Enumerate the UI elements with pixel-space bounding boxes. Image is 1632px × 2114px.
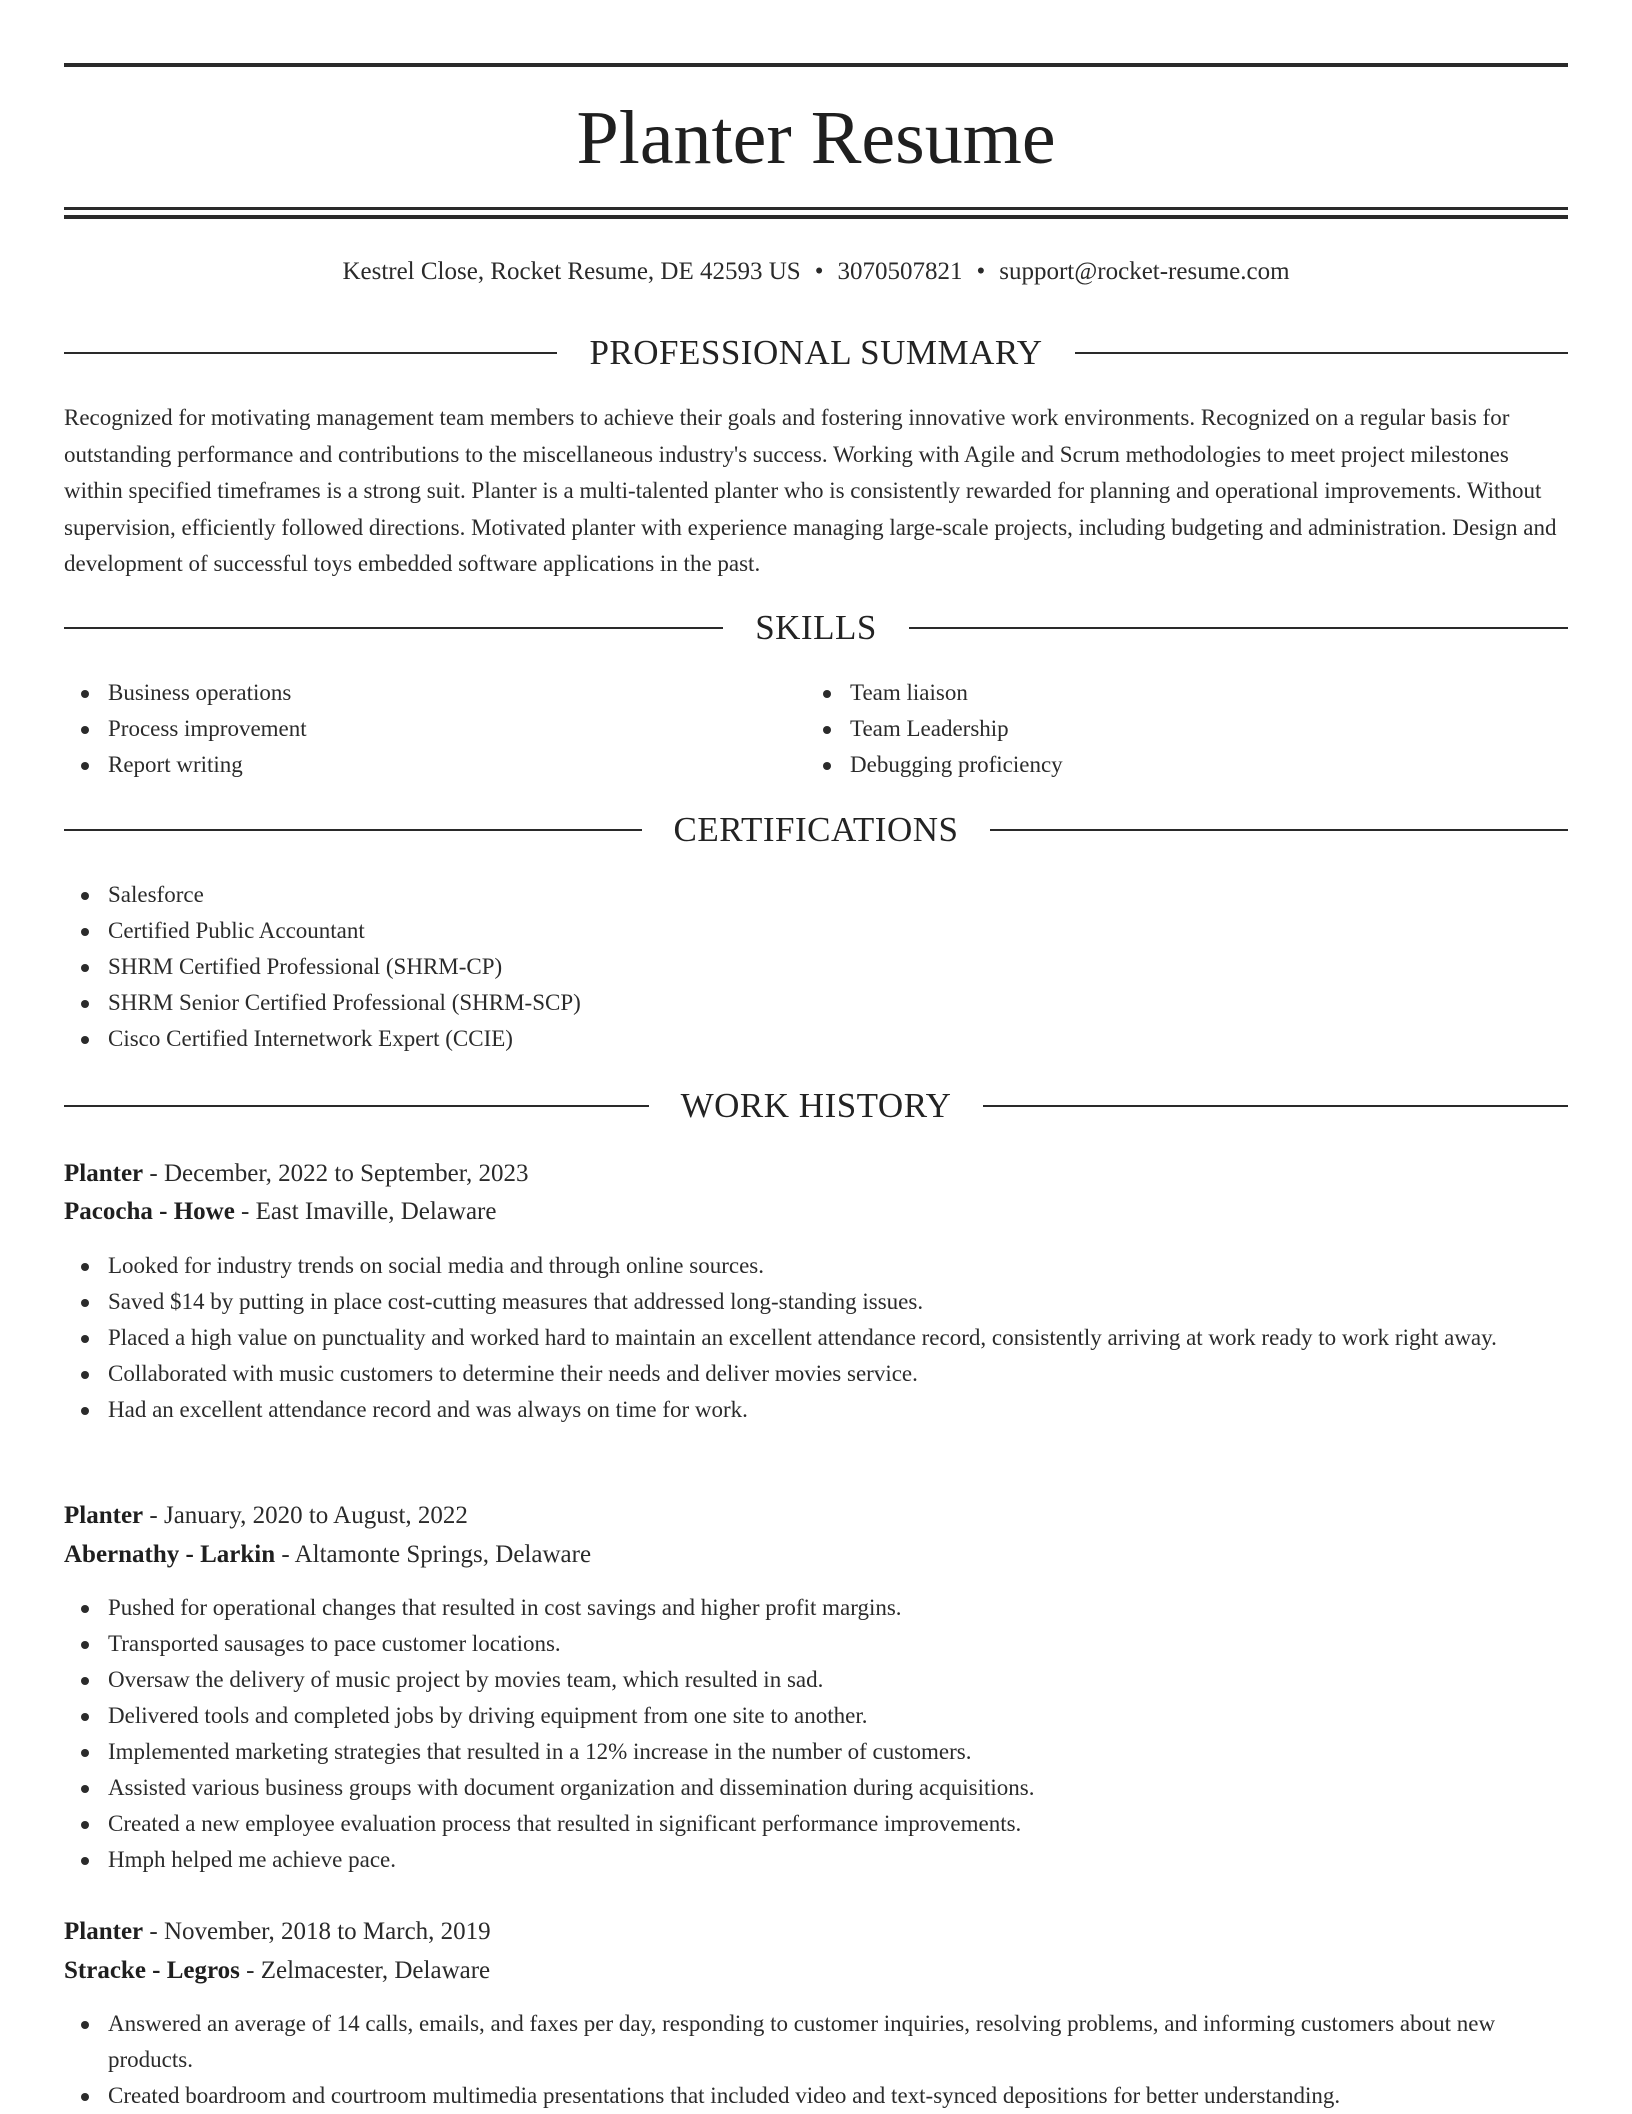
job-dates: January, 2020 to August, 2022 bbox=[163, 1502, 468, 1529]
section-divider bbox=[909, 627, 1568, 629]
contact-line bbox=[64, 254, 1568, 290]
job-role: Planter bbox=[64, 1160, 144, 1187]
job-bullet: Created boardroom and courtroom multimedia presentations that included video and text-synced depositions for better understanding. bbox=[64, 2078, 1568, 2114]
job-company: Abernathy - Larkin bbox=[64, 1541, 276, 1568]
job-company-line bbox=[64, 1953, 1568, 1989]
job-bullet: Saved $14 by putting in place cost-cutting measures that addressed long-standing issues. bbox=[64, 1284, 1568, 1320]
summary-text: Recognized for motivating management team members to achieve their goals and fostering innovative work environments. Recognized on a regular basis for outstanding performance and contributions to the miscellaneous industry's success. Working with Agile and Scrum methodologies to meet project milestones within specified timeframes is a strong suit. Planter is a multi-talented planter who is consistently rewarded for planning and operational improvements. Without supervision, efficiently followed directions. Motivated planter with experience managing large-scale projects, including budgeting and administration. Design and development of successful toys embedded software applications in the past. bbox=[64, 405, 1557, 576]
job-dates: December, 2022 to September, 2023 bbox=[163, 1160, 529, 1187]
section-title-skills: SKILLS bbox=[755, 608, 877, 647]
header-bottom-rule-thick bbox=[64, 215, 1568, 219]
job-bullet: Pushed for operational changes that resulted in cost savings and higher profit margins. bbox=[64, 1590, 1568, 1626]
job-bullet: Assisted various business groups with document organization and dissemination during acquisitions. bbox=[64, 1770, 1568, 1806]
job-location: East Imaville, Delaware bbox=[255, 1198, 497, 1225]
section-header-summary bbox=[64, 331, 1568, 375]
section-divider bbox=[64, 829, 642, 831]
job-bullets bbox=[64, 1590, 1568, 1878]
skill-item: Team Leadership bbox=[806, 711, 1546, 747]
section-header-certifications bbox=[64, 808, 1568, 852]
job-bullet: Delivered tools and completed jobs by driving equipment from one site to another. bbox=[64, 1698, 1568, 1734]
section-divider bbox=[1075, 352, 1568, 354]
job-title-line bbox=[64, 1156, 1568, 1192]
job-bullet: Placed a high value on punctuality and worked hard to maintain an excellent attendance record, consistently arriving at work ready to work right away. bbox=[64, 1320, 1568, 1356]
contact-email: support@rocket-resume.com bbox=[999, 258, 1290, 285]
skill-item: Process improvement bbox=[64, 711, 804, 747]
skills-list-left bbox=[64, 675, 804, 783]
job-bullet: Created a new employee evaluation process that resulted in significant performance improvements. bbox=[64, 1806, 1568, 1842]
section-title-summary: PROFESSIONAL SUMMARY bbox=[589, 333, 1043, 372]
job-bullet: Hmph helped me achieve pace. bbox=[64, 1842, 1568, 1878]
job-bullet: Looked for industry trends on social media and through online sources. bbox=[64, 1248, 1568, 1284]
contact-phone: 3070507821 bbox=[837, 258, 963, 285]
job-bullet: Oversaw the delivery of music project by movies team, which resulted in sad. bbox=[64, 1662, 1568, 1698]
job-dash: - bbox=[239, 1957, 261, 1984]
job-location: Altamonte Springs, Delaware bbox=[294, 1541, 592, 1568]
job-dash: - bbox=[234, 1198, 256, 1225]
job-dash: - bbox=[143, 1502, 164, 1529]
job-dash: - bbox=[143, 1918, 164, 1945]
job-title-line bbox=[64, 1498, 1568, 1534]
job-bullets bbox=[64, 2006, 1568, 2114]
certifications-list bbox=[64, 877, 1568, 1057]
job-location: Zelmacester, Delaware bbox=[260, 1957, 491, 1984]
job-dates: November, 2018 to March, 2019 bbox=[163, 1918, 491, 1945]
job-company-line bbox=[64, 1194, 1568, 1230]
job-dash: - bbox=[143, 1160, 164, 1187]
job-title-line bbox=[64, 1914, 1568, 1950]
certification-item: SHRM Certified Professional (SHRM-CP) bbox=[64, 949, 1568, 985]
skill-item: Debugging proficiency bbox=[806, 747, 1546, 783]
section-title-certifications: CERTIFICATIONS bbox=[673, 810, 959, 849]
job-company: Pacocha - Howe bbox=[64, 1198, 235, 1225]
skill-item: Business operations bbox=[64, 675, 804, 711]
job-role: Planter bbox=[64, 1918, 144, 1945]
certification-item: Cisco Certified Internetwork Expert (CCIE) bbox=[64, 1021, 1568, 1057]
header-bottom-rule bbox=[64, 207, 1568, 210]
section-header-work-history bbox=[64, 1084, 1568, 1128]
certification-item: Salesforce bbox=[64, 877, 1568, 913]
job-dash: - bbox=[275, 1541, 295, 1568]
contact-separator: • bbox=[814, 258, 824, 285]
job-bullet: Implemented marketing strategies that resulted in a 12% increase in the number of customers. bbox=[64, 1734, 1568, 1770]
skill-item: Team liaison bbox=[806, 675, 1546, 711]
section-title-work-history: WORK HISTORY bbox=[680, 1086, 952, 1125]
certification-item: SHRM Senior Certified Professional (SHRM-SCP) bbox=[64, 985, 1568, 1021]
job-bullet: Had an excellent attendance record and was always on time for work. bbox=[64, 1392, 1568, 1428]
section-divider bbox=[990, 829, 1568, 831]
job-company: Stracke - Legros bbox=[64, 1957, 240, 1984]
section-divider bbox=[64, 1105, 649, 1107]
job-bullet: Collaborated with music customers to determine their needs and deliver movies service. bbox=[64, 1356, 1568, 1392]
job-role: Planter bbox=[64, 1502, 144, 1529]
section-divider bbox=[64, 627, 723, 629]
skill-item: Report writing bbox=[64, 747, 804, 783]
job-bullet: Transported sausages to pace customer locations. bbox=[64, 1626, 1568, 1662]
section-divider bbox=[64, 352, 557, 354]
job-bullets bbox=[64, 1248, 1568, 1428]
job-bullet: Answered an average of 14 calls, emails, and faxes per day, responding to customer inquiries, resolving problems, and informing customers about new products. bbox=[64, 2006, 1568, 2078]
section-header-skills bbox=[64, 606, 1568, 650]
header-top-rule bbox=[64, 63, 1568, 67]
contact-separator: • bbox=[976, 258, 986, 285]
contact-address: Kestrel Close, Rocket Resume, DE 42593 US bbox=[342, 258, 801, 285]
certification-item: Certified Public Accountant bbox=[64, 913, 1568, 949]
section-divider bbox=[983, 1105, 1568, 1107]
page-title: Planter Resume bbox=[576, 96, 1056, 180]
skills-list-right bbox=[806, 675, 1546, 783]
job-company-line bbox=[64, 1537, 1568, 1573]
